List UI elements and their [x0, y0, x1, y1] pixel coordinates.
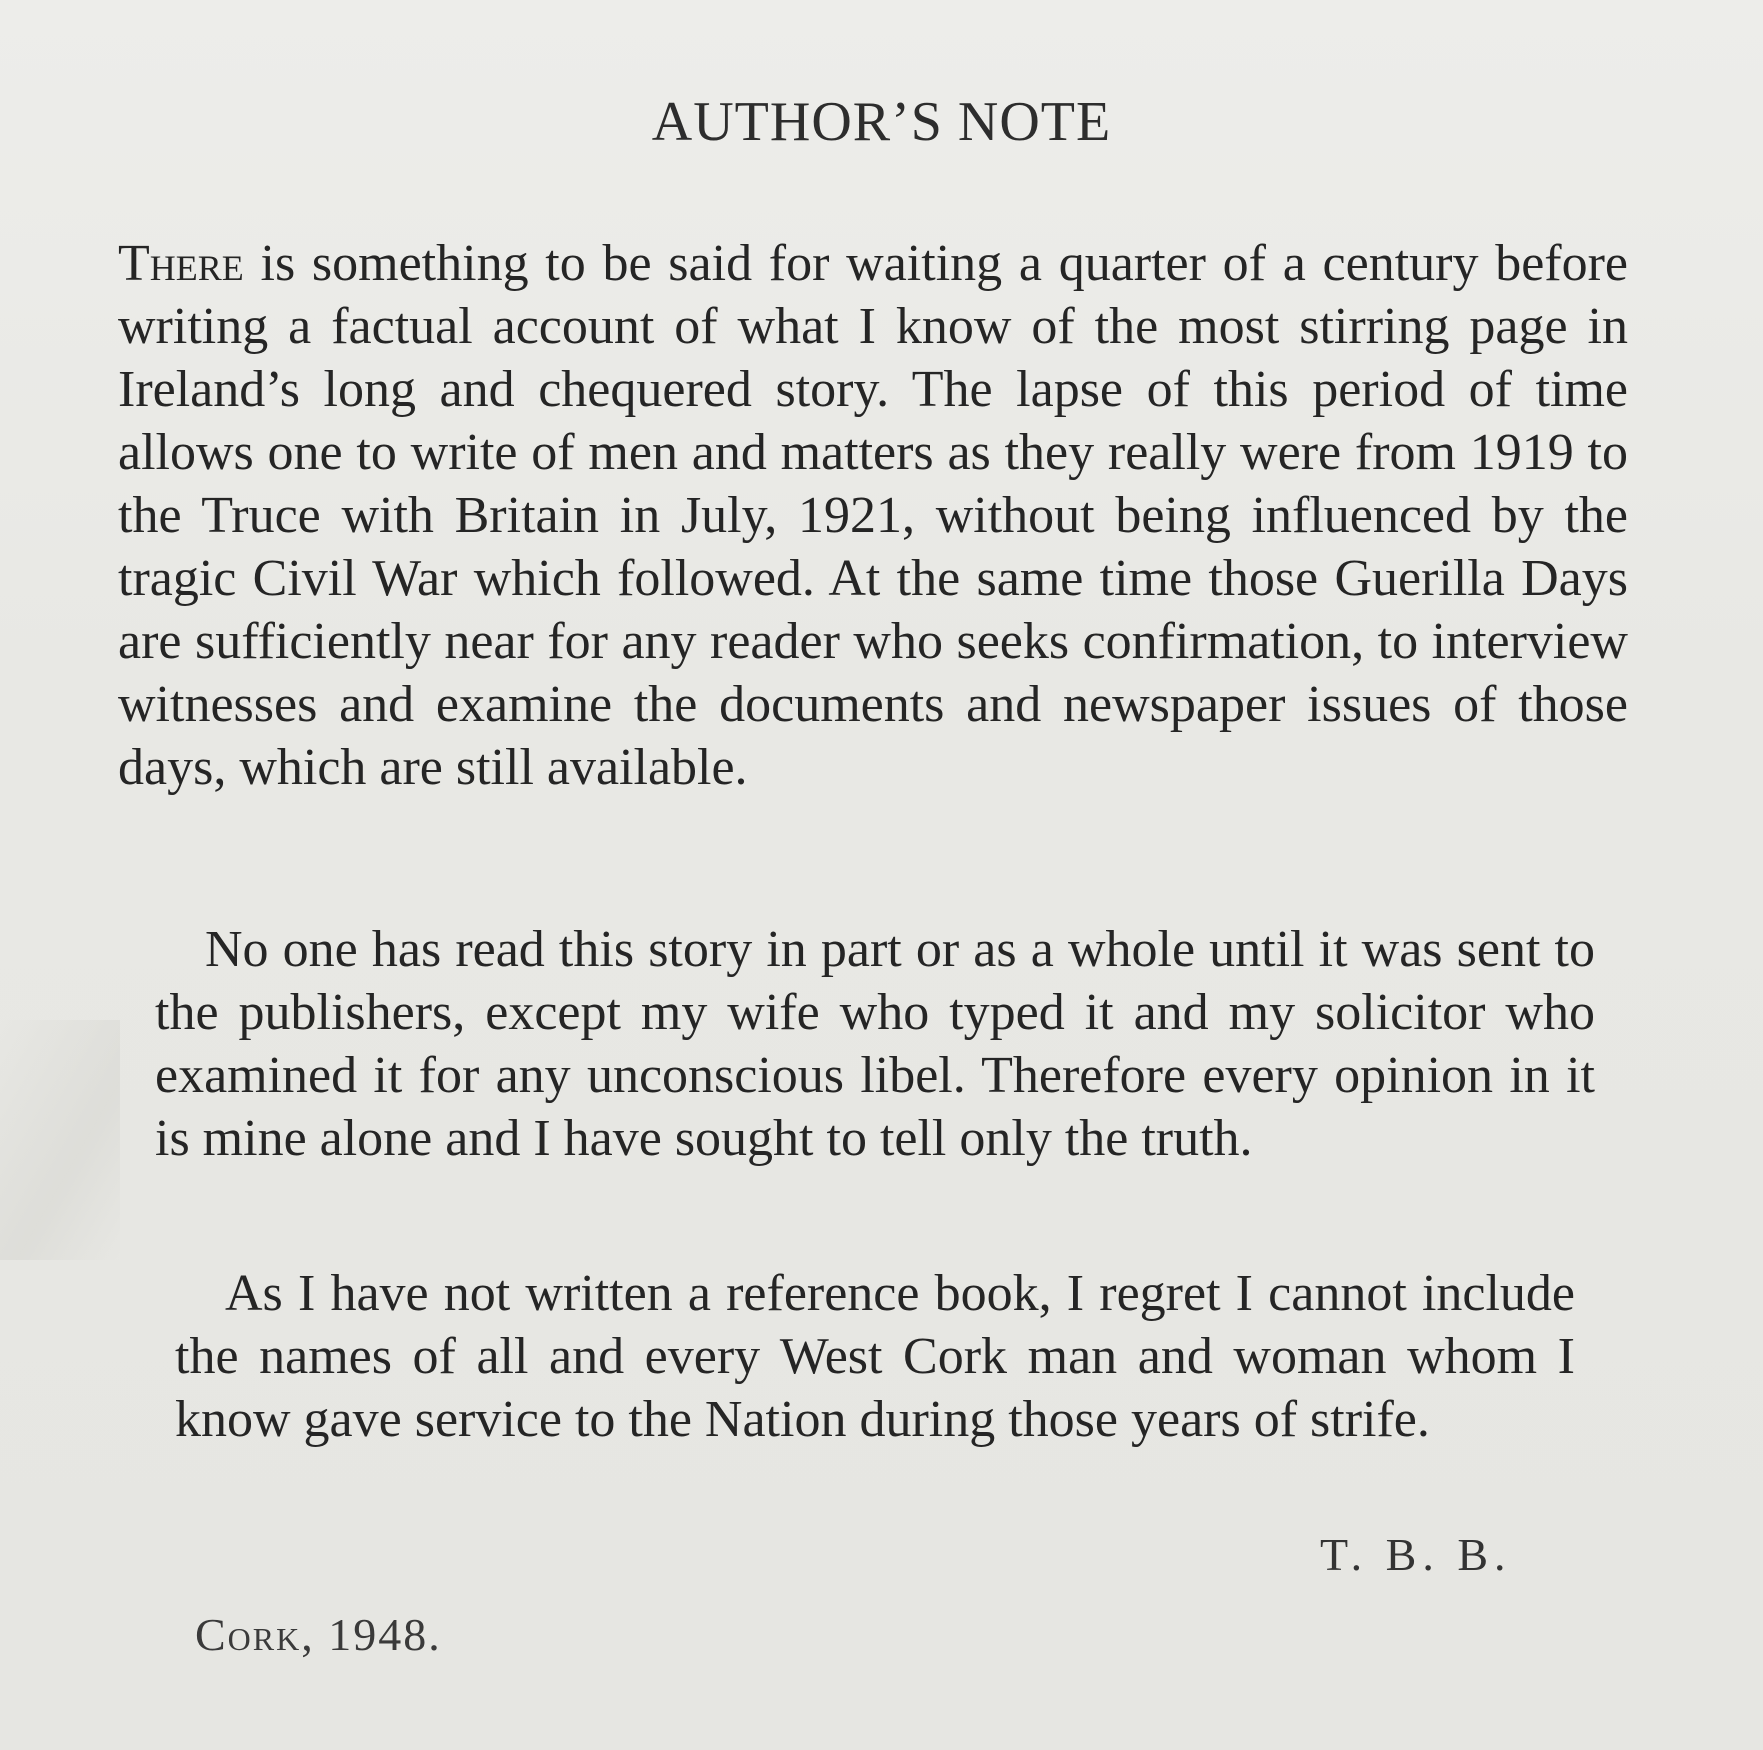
- paragraph-1-text: is something to be said for waiting a quarter of a century before writing a factual account of what I know of the most stirring page in Ireland’s long and chequered story. The lapse of this period of time allows one to write of men and matters as they really were from 1919 to the Truce with Britain in July, 1921, without being influenced by the tragic Civil War which followed. At the same time those Guerilla Days are sufficiently near for any reader who seeks confirmation, to interview witnesses and examine the documents and newspaper issues of those days, which are still available.: [118, 235, 1628, 796]
- author-initials: T. B. B.: [1320, 1529, 1512, 1580]
- paragraph-1: [118, 232, 1628, 799]
- paragraph-2: No one has read this story in part or as a whole until it was sent to the publishers, except my wife who typed it and my solicitor who examined it for any unconscious libel. Therefore every opinion in it is mine alone and I have sought to tell only the truth.: [155, 921, 1595, 1167]
- page-title: AUTHOR’S NOTE: [651, 91, 1112, 153]
- place-and-date: Cork, 1948.: [195, 1609, 442, 1660]
- paragraph-1-lead: There: [118, 235, 244, 292]
- paragraph-3: As I have not written a reference book, I regret I cannot include the names of all and every West Cork man and woman whom I know gave service to the Nation during those years of strife.: [175, 1265, 1575, 1448]
- page-crease: [0, 1020, 120, 1260]
